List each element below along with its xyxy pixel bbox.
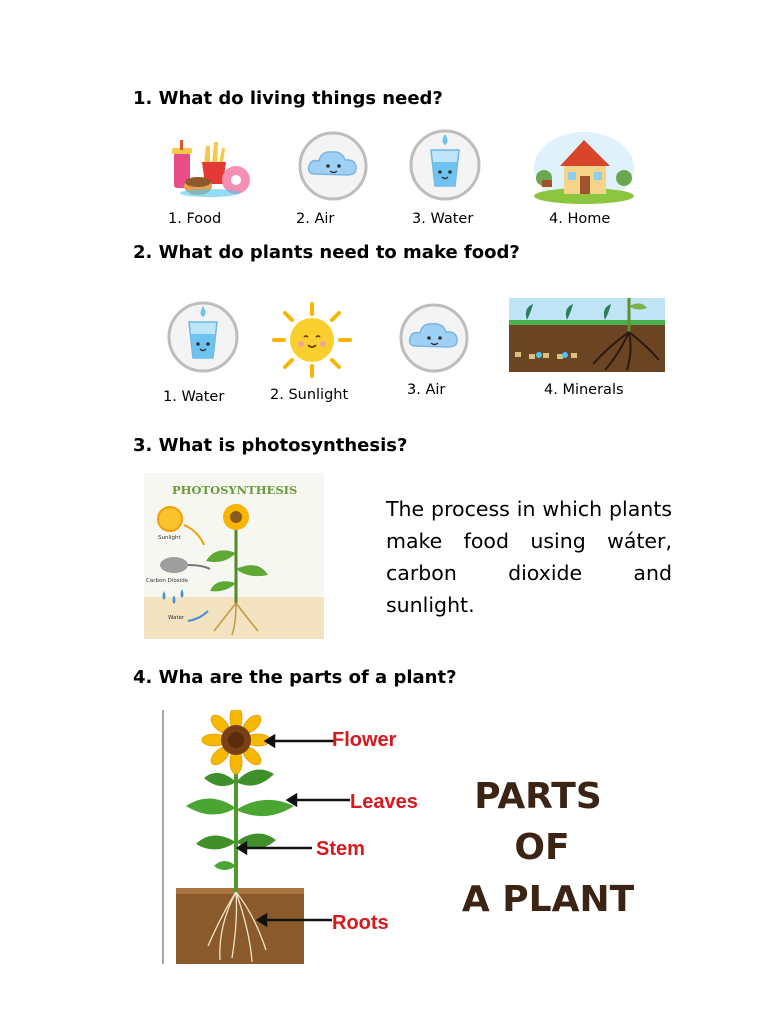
parts-heading-line-2: OF bbox=[514, 827, 570, 868]
question-3-title: 3. What is photosynthesis? bbox=[133, 435, 408, 456]
photosynthesis-definition: The process in which plants make food using wáter, carbon dioxide and sunlight. bbox=[386, 497, 672, 617]
flower-part-label: Flower bbox=[332, 729, 397, 751]
need-home-label: 4. Home bbox=[549, 211, 611, 227]
co2-figure-label: Carbon Dioxide bbox=[146, 578, 189, 584]
stem-part-label: Stem bbox=[316, 838, 365, 860]
air-cloud-icon bbox=[397, 302, 471, 374]
air-cloud-icon bbox=[297, 130, 369, 202]
parts-of-plant-diagram bbox=[162, 710, 636, 964]
question-4-title: 4. Wha are the parts of a plant? bbox=[133, 667, 457, 688]
need-water-label: 3. Water bbox=[412, 211, 474, 227]
photosynthesis-diagram bbox=[144, 473, 324, 639]
need-food-label: 1. Food bbox=[168, 211, 222, 227]
plant-need-water-label: 1. Water bbox=[163, 389, 225, 405]
parts-heading-line-1: PARTS bbox=[474, 776, 602, 817]
food-icon bbox=[168, 138, 252, 200]
leaves-part-label: Leaves bbox=[350, 791, 418, 813]
minerals-soil-icon bbox=[509, 298, 665, 372]
question-1-title: 1. What do living things need? bbox=[133, 88, 443, 109]
question-2-title: 2. What do plants need to make food? bbox=[133, 242, 520, 263]
photosynthesis-figure-title: PHOTOSYNTHESIS bbox=[172, 483, 298, 497]
plant-need-sunlight-label: 2. Sunlight bbox=[270, 387, 349, 403]
parts-heading-line-3: A PLANT bbox=[461, 879, 635, 920]
home-icon bbox=[532, 128, 636, 204]
sun-icon bbox=[270, 300, 354, 380]
water-glass-icon bbox=[406, 128, 484, 202]
water-glass-icon bbox=[164, 300, 242, 374]
need-air-label: 2. Air bbox=[296, 211, 335, 227]
roots-part-label: Roots bbox=[332, 912, 389, 934]
sunlight-figure-label: Sunlight bbox=[158, 535, 181, 541]
plant-need-air-label: 3. Air bbox=[407, 382, 446, 398]
plant-need-minerals-label: 4. Minerals bbox=[544, 382, 624, 398]
water-figure-label: Water bbox=[168, 615, 185, 621]
